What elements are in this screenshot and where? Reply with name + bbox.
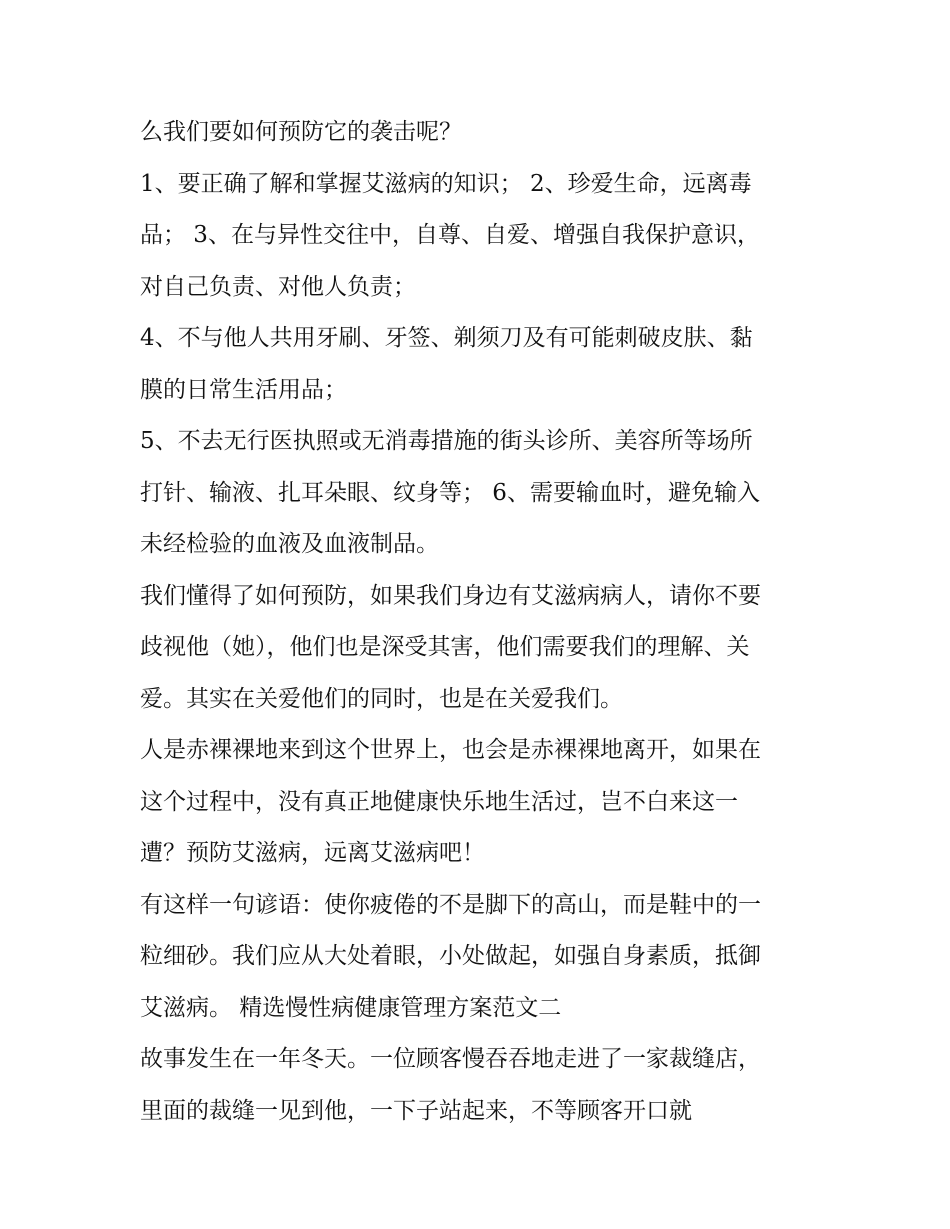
text-line: 对自己负责、对他人负责； — [140, 273, 416, 300]
text-line: 1、要正确了解和掌握艾滋病的知识； 2、珍爱生命，远离毒 — [140, 170, 752, 197]
text-line: 打针、输液、扎耳朵眼、纹身等； 6、需要输血时，避免输入 — [140, 479, 760, 506]
text-line: 我们懂得了如何预防，如果我们身边有艾滋病病人，请你不要 — [140, 582, 761, 609]
text-line: 5、不去无行医执照或无消毒措施的街头诊所、美容所等场所 — [140, 428, 753, 454]
text-line: 艾滋病。 精选慢性病健康管理方案范文二 — [140, 994, 562, 1021]
text-line: 人是赤裸裸地来到这个世界上，也会是赤裸裸地离开，如果在 — [140, 737, 761, 763]
text-line: 这个过程中，没有真正地健康快乐地生活过，岂不白来这一 — [140, 788, 738, 815]
text-line: 故事发生在一年冬天。一位顾客慢吞吞地走进了一家裁缝店， — [140, 1046, 761, 1072]
text-line: 有这样一句谚语：使你疲倦的不是脚下的高山，而是鞋中的一 — [140, 891, 761, 918]
text-line: 歧视他（她），他们也是深受其害，他们需要我们的理解、关 — [140, 634, 750, 660]
text-line: 品； 3、在与异性交往中，自尊、自爱、增强自我保护意识， — [140, 222, 760, 248]
text-line: 未经检验的血液及血液制品。 — [140, 531, 439, 557]
document-body — [140, 107, 830, 1137]
text-line: 4、不与他人共用牙刷、牙签、剃须刀及有可能刺破皮肤、黏 — [140, 325, 753, 351]
text-line: 么我们要如何预防它的袭击呢？ — [140, 119, 462, 145]
text-line: 遭？预防艾滋病，远离艾滋病吧！ — [140, 840, 485, 866]
text-line: 粒细砂。我们应从大处着眼，小处做起，如强自身素质，抵御 — [140, 943, 761, 969]
text-line: 膜的日常生活用品； — [140, 376, 347, 403]
text-line: 里面的裁缝一见到他，一下子站起来，不等顾客开口就 — [140, 1097, 692, 1124]
text-line: 爱。其实在关爱他们的同时，也是在关爱我们。 — [140, 685, 623, 712]
